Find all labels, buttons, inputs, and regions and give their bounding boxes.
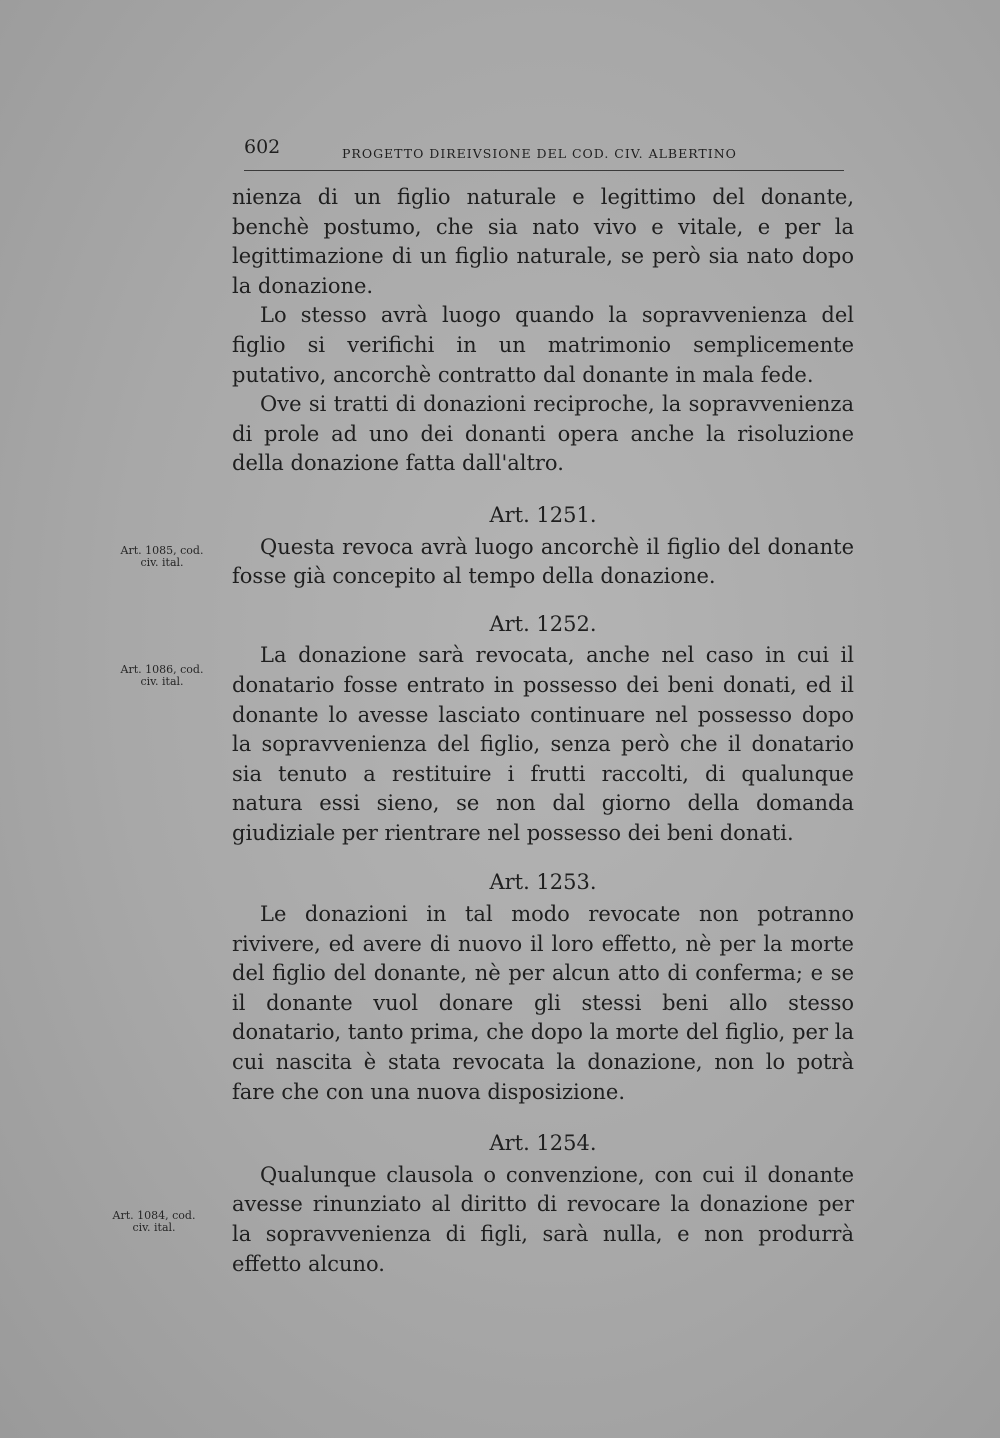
article-text: Questa revoca avrà luogo ancorchè il figlio del donante fosse già concepito al tempo della donazione.: [232, 534, 854, 589]
margin-note-line: civ. ital.: [140, 556, 184, 569]
article-text: Qualunque clausola o convenzione, con cui il donante avesse rinunziato al diritto di revocare la donazione per la sopravvenienza di figli, sarà nulla, e non produrrà effetto alcuno.: [232, 1162, 854, 1276]
paragraph: nienza di un figlio naturale e legittimo del donante, benchè postumo, che sia nato vivo e vitale, e per la legittimazione di un figlio naturale, se però sia nato dopo la donazione.: [232, 185, 854, 298]
body-text: [232, 183, 854, 1279]
page-header: [244, 136, 844, 171]
margin-note-line: civ. ital.: [132, 1221, 176, 1234]
article-heading: Art. 1251.: [489, 502, 597, 527]
paragraph: Ove si tratti di donazioni reciproche, la sopravvenienza di prole ad uno dei donanti opera anche la risoluzione della donazione fatta dall'altro.: [232, 392, 854, 476]
article-heading: Art. 1254.: [489, 1131, 597, 1156]
margin-note-art-1254: [94, 1210, 214, 1234]
article-heading: Art. 1253.: [489, 870, 597, 895]
article-heading: Art. 1252.: [489, 611, 597, 636]
article-text: La donazione sarà revocata, anche nel caso in cui il donatario fosse entrato in possesso dei beni donati, ed il donante lo avesse lasciato continuare nel possesso dopo la sopravvenienza del figlio, senza però che il donatario sia tenuto a restituire i frutti raccolti, di qualunque natura essi sieno, se non dal giorno della domanda giudiziale per rientrare nel possesso dei beni donati.: [232, 643, 854, 845]
page-number: 602: [244, 136, 281, 158]
running-title: PROGETTO DIREIVSIONE DEL COD. CIV. ALBERTINO: [342, 146, 737, 161]
margin-note-art-1251: [102, 545, 222, 569]
margin-note-line: Art. 1084, cod.: [112, 1209, 196, 1222]
paragraph: Lo stesso avrà luogo quando la sopravvenienza del figlio si verifichi in un matrimonio semplicemente putativo, ancorchè contratto dal donante in mala fede.: [232, 303, 854, 387]
margin-note-line: Art. 1086, cod.: [120, 663, 204, 676]
margin-note-line: civ. ital.: [140, 675, 184, 688]
margin-note-art-1252: [102, 664, 222, 688]
margin-note-line: Art. 1085, cod.: [120, 544, 204, 557]
article-text: Le donazioni in tal modo revocate non potranno rivivere, ed avere di nuovo il loro effetto, nè per la morte del figlio del donante, nè per alcun atto di conferma; e se il donante vuol donare gli stessi beni allo stesso donatario, tanto prima, che dopo la morte del figlio, per la cui nascita è stata revocata la donazione, non lo potrà fare che con una nuova disposizione.: [232, 902, 854, 1104]
